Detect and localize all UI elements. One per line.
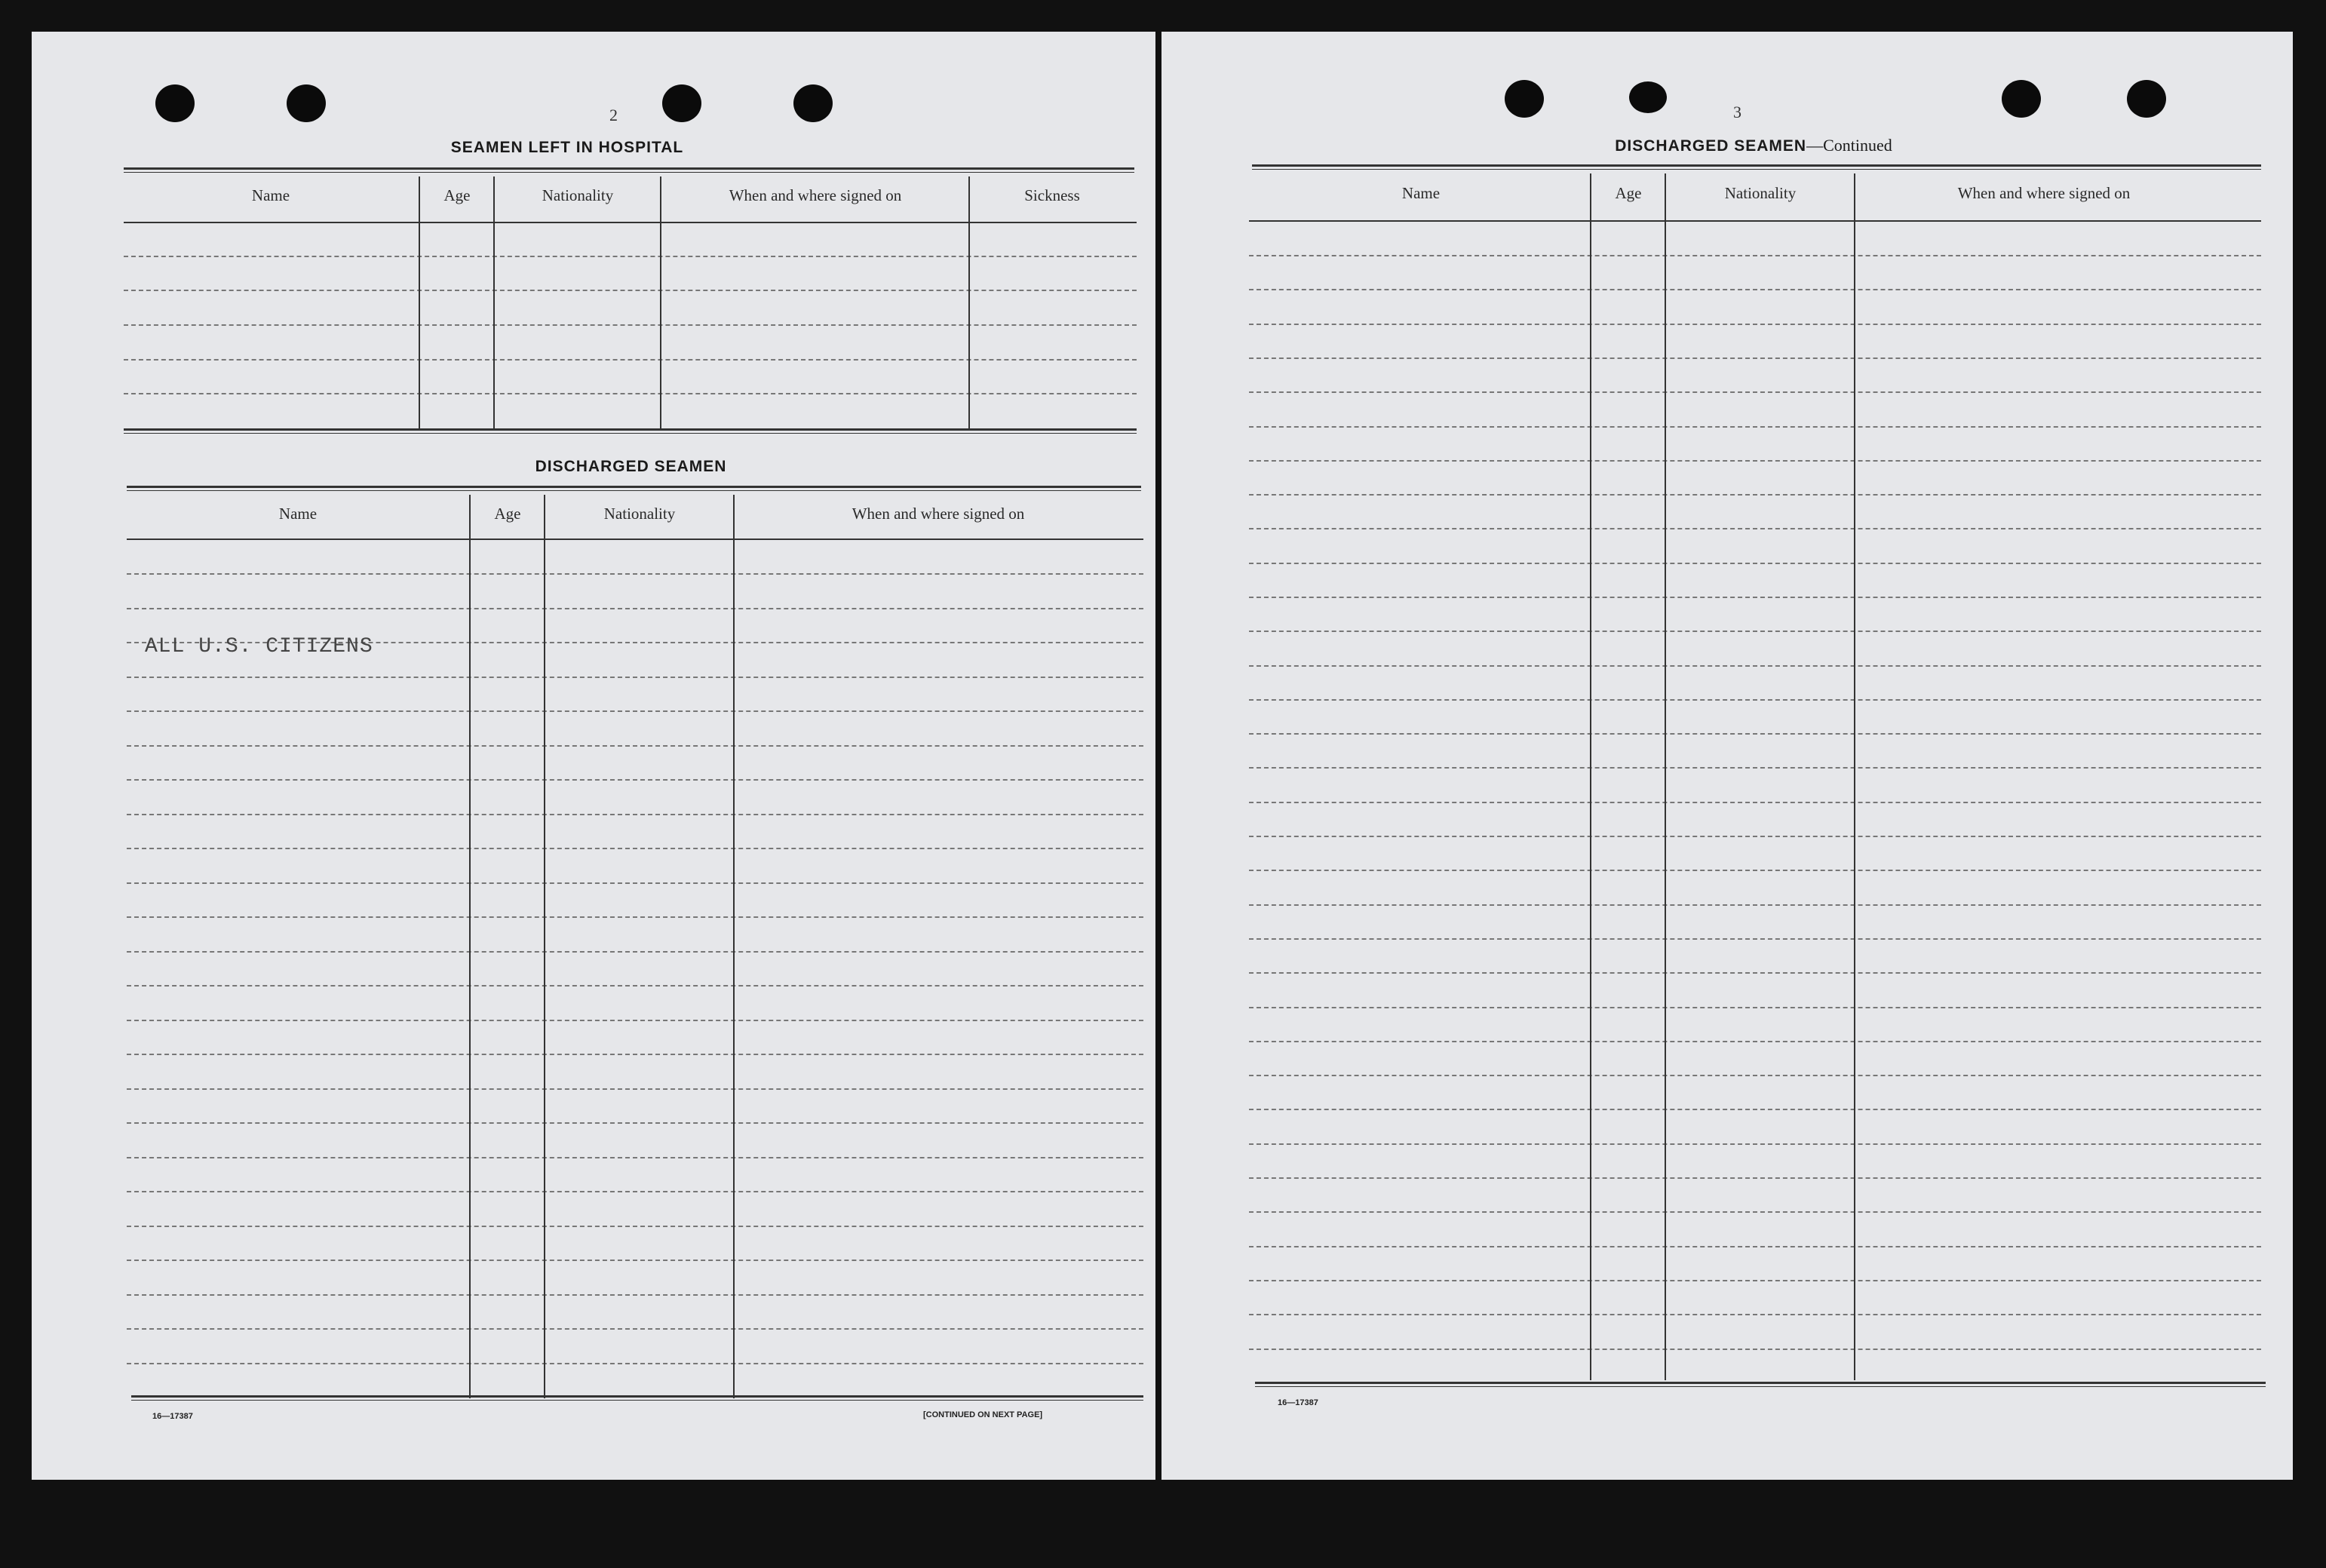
col-divider xyxy=(1665,173,1666,1380)
row-line xyxy=(127,985,1143,987)
discharged-col-nationality: Nationality xyxy=(603,505,676,523)
row-line xyxy=(1249,802,2261,803)
hospital-col-name: Name xyxy=(251,186,290,204)
hospital-col-divider xyxy=(660,176,661,430)
row-line xyxy=(127,779,1143,781)
row-line xyxy=(127,1226,1143,1227)
row-line xyxy=(1249,1075,2261,1076)
row-line xyxy=(127,882,1143,884)
discharged-section-title: DISCHARGED SEAMEN xyxy=(535,458,727,475)
hospital-col-divider xyxy=(493,176,495,430)
hospital-header-rule xyxy=(124,222,1137,223)
hospital-section-title: SEAMEN LEFT IN HOSPITAL xyxy=(450,139,684,156)
row-line xyxy=(127,1191,1143,1192)
row-line xyxy=(1249,391,2261,393)
hospital-col-sickness: Sickness xyxy=(1024,186,1080,204)
row-line xyxy=(1249,289,2261,290)
col-age: Age xyxy=(1615,184,1642,202)
row-line xyxy=(1249,1349,2261,1350)
discharged-continued-title xyxy=(1244,136,2263,155)
form-number: 16—17387 xyxy=(152,1412,193,1421)
row-line xyxy=(1249,767,2261,769)
row-line xyxy=(1249,1041,2261,1042)
page-number: 2 xyxy=(609,106,618,124)
punch-hole xyxy=(1629,81,1667,113)
hospital-bottom-rule xyxy=(124,428,1137,434)
hospital-col-nationality: Nationality xyxy=(542,186,614,204)
col-name: Name xyxy=(1401,184,1441,202)
row-line xyxy=(127,916,1143,918)
row-line xyxy=(127,1363,1143,1364)
row-line xyxy=(127,1020,1143,1021)
top-rule xyxy=(1252,164,2261,170)
row-line xyxy=(127,1328,1143,1330)
hospital-row-line xyxy=(124,256,1137,257)
typed-entry: ALL U.S. CITIZENS xyxy=(145,635,373,658)
row-line xyxy=(1249,836,2261,837)
row-line xyxy=(127,710,1143,712)
row-line xyxy=(1249,699,2261,701)
punch-hole xyxy=(2127,80,2166,118)
discharged-col-age: Age xyxy=(494,505,521,523)
row-line xyxy=(1249,1177,2261,1179)
row-line xyxy=(1249,665,2261,667)
header-rule xyxy=(1249,220,2261,222)
discharged-col-signed-on: When and where signed on xyxy=(852,505,1025,523)
col-nationality: Nationality xyxy=(1724,184,1797,202)
form-number: 16—17387 xyxy=(1278,1398,1318,1407)
row-line xyxy=(1249,563,2261,564)
punch-hole xyxy=(155,84,195,122)
punch-hole xyxy=(1505,80,1544,118)
hospital-row-line xyxy=(124,359,1137,361)
row-line xyxy=(1249,426,2261,428)
col-signed-on: When and where signed on xyxy=(1957,184,2131,202)
row-line xyxy=(1249,255,2261,256)
row-line xyxy=(1249,1109,2261,1110)
bottom-rule xyxy=(1255,1382,2266,1387)
row-line xyxy=(127,745,1143,747)
punch-hole xyxy=(662,84,701,122)
row-line xyxy=(1249,733,2261,735)
title-main: DISCHARGED SEAMEN xyxy=(1615,137,1807,155)
row-line xyxy=(1249,904,2261,906)
row-line xyxy=(127,1294,1143,1296)
hospital-row-line xyxy=(124,324,1137,326)
row-line xyxy=(1249,1007,2261,1008)
row-line xyxy=(1249,1314,2261,1315)
row-line xyxy=(127,951,1143,953)
discharged-col-divider xyxy=(733,495,735,1398)
hospital-col-signed-on: When and where signed on xyxy=(729,186,902,204)
title-suffix: —Continued xyxy=(1806,136,1892,155)
col-divider xyxy=(1590,173,1591,1380)
row-line xyxy=(127,814,1143,815)
row-line xyxy=(1249,870,2261,871)
discharged-col-divider xyxy=(469,495,471,1398)
discharged-bottom-rule xyxy=(131,1395,1143,1401)
hospital-top-rule xyxy=(124,167,1134,173)
punch-hole xyxy=(2002,80,2041,118)
row-line xyxy=(127,608,1143,609)
hospital-row-line xyxy=(124,393,1137,394)
row-line xyxy=(127,1122,1143,1124)
row-line xyxy=(1249,1246,2261,1247)
row-line xyxy=(127,1088,1143,1090)
left-page xyxy=(32,32,1155,1480)
row-line xyxy=(127,677,1143,678)
row-line xyxy=(1249,938,2261,940)
punch-hole xyxy=(793,84,833,122)
row-line xyxy=(1249,1280,2261,1281)
punch-hole xyxy=(287,84,326,122)
hospital-col-divider xyxy=(968,176,970,430)
row-line xyxy=(127,573,1143,575)
row-line xyxy=(127,1157,1143,1158)
discharged-top-rule xyxy=(127,486,1141,491)
row-line xyxy=(1249,357,2261,359)
hospital-row-line xyxy=(124,290,1137,291)
row-line xyxy=(1249,1143,2261,1145)
col-divider xyxy=(1854,173,1855,1380)
row-line xyxy=(127,1054,1143,1055)
row-line xyxy=(1249,597,2261,598)
page-number: 3 xyxy=(1733,103,1741,121)
row-line xyxy=(1249,460,2261,462)
row-line xyxy=(1249,972,2261,974)
row-line xyxy=(127,1260,1143,1261)
continued-note: [CONTINUED ON NEXT PAGE] xyxy=(923,1410,1043,1419)
right-page xyxy=(1161,32,2293,1480)
row-line xyxy=(1249,1211,2261,1213)
discharged-col-divider xyxy=(544,495,545,1398)
row-line xyxy=(1249,324,2261,325)
row-line xyxy=(1249,528,2261,529)
hospital-col-divider xyxy=(419,176,420,430)
row-line xyxy=(127,848,1143,849)
hospital-col-age: Age xyxy=(443,186,471,204)
discharged-header-rule xyxy=(127,539,1143,540)
row-line xyxy=(1249,631,2261,632)
discharged-col-name: Name xyxy=(278,505,318,523)
row-line xyxy=(1249,494,2261,496)
